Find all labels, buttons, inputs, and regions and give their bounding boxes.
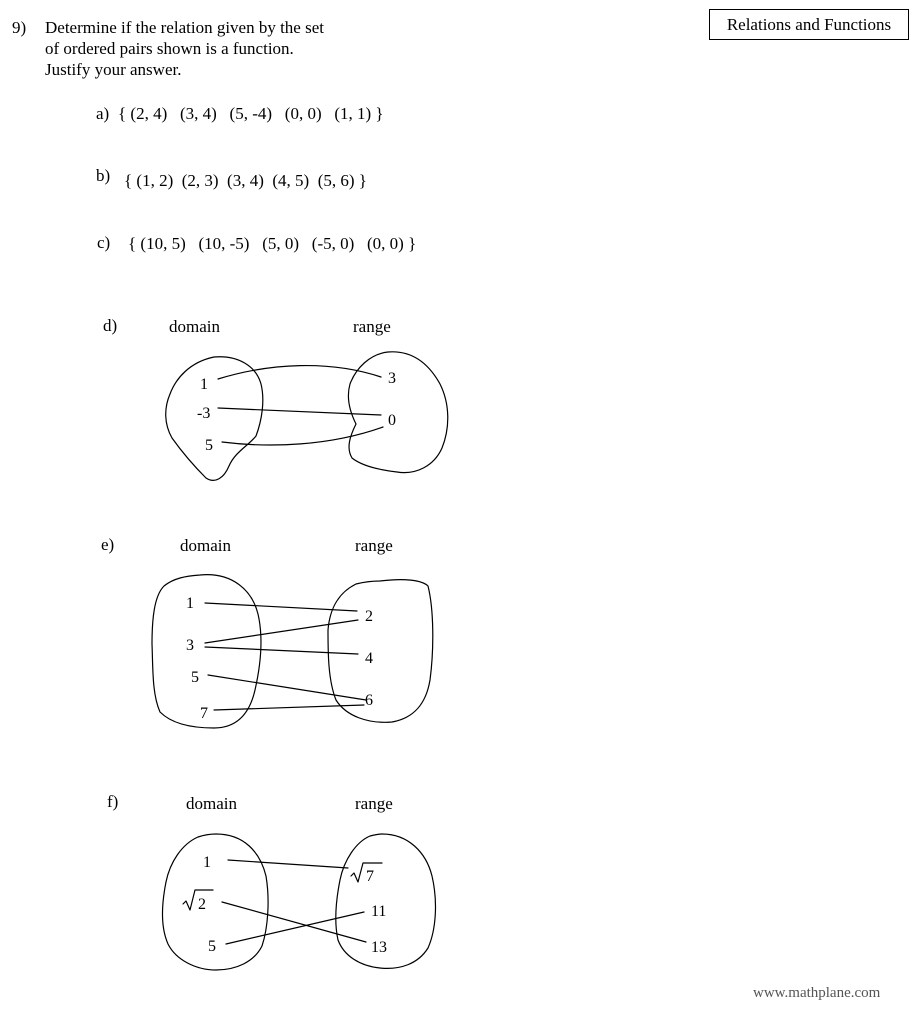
e-domain-value: 3 [186,637,194,654]
d-range-value: 3 [388,370,396,387]
e-domain-value: 7 [200,705,208,722]
e-domain-label: domain [180,536,231,555]
e-range-value: 2 [365,608,373,625]
f-line-5-11 [226,912,364,944]
question-line-3: Justify your answer. [45,60,182,79]
part-b-set: { (1, 2) (2, 3) (3, 4) (4, 5) (5, 6) } [124,171,367,190]
question-line-2: of ordered pairs shown is a function. [45,39,294,58]
f-range-value: 7 [366,868,374,885]
e-domain-value: 1 [186,595,194,612]
f-domain-label: domain [186,794,237,813]
question-line-1: Determine if the relation given by the set [45,18,324,37]
part-f-label: f) [107,792,119,811]
d-line-5-0 [222,427,383,445]
part-e-label: e) [101,535,115,554]
d-domain-value: 5 [205,437,213,454]
e-range-blob [328,580,433,723]
d-domain-value: -3 [197,405,211,422]
f-line-1-sqrt7 [228,860,348,868]
f-domain-value: 2 [198,896,206,913]
site-watermark: www.mathplane.com [753,985,881,1001]
e-range-label: range [355,536,393,555]
part-b-label: b) [96,166,111,185]
f-range-value: 13 [371,939,387,956]
e-line-3-4 [205,647,358,654]
e-line-5-6 [208,675,366,700]
d-range-value: 0 [388,412,396,429]
f-domain-value: 5 [208,938,216,955]
e-range-value: 4 [365,650,373,667]
question-number: 9) [12,18,27,37]
f-range-value: 11 [371,903,387,920]
e-domain-value: 5 [191,669,199,686]
e-range-value: 6 [365,692,373,709]
part-c-label: c) [97,233,111,252]
d-line-neg3-0 [218,408,381,415]
part-d-label: d) [103,316,118,335]
d-domain-label: domain [169,317,220,336]
part-a-label: a) [96,104,110,123]
d-range-label: range [353,317,391,336]
f-domain-value: 1 [203,854,211,871]
d-range-blob [348,352,447,473]
part-c-set: { (10, 5) (10, -5) (5, 0) (-5, 0) (0, 0) } [128,234,417,253]
f-line-sqrt2-13 [222,902,366,942]
f-range-label: range [355,794,393,813]
part-a-set: { (2, 4) (3, 4) (5, -4) (0, 0) (1, 1) } [118,104,384,123]
e-line-3-2 [205,620,358,643]
d-domain-value: 1 [200,376,208,393]
d-domain-blob [166,357,263,481]
worksheet-title: Relations and Functions [709,9,909,40]
